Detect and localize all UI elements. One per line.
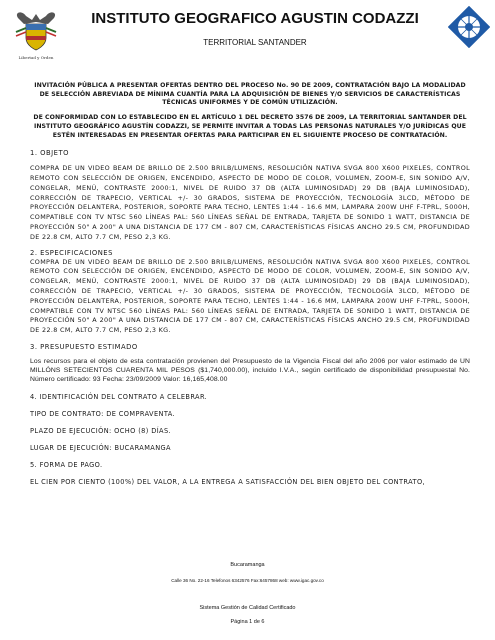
section-identificacion-heading: 4. IDENTIFICACIÓN DEL CONTRATO A CELEBRAR. [30, 392, 208, 401]
coat-of-arms-logo [12, 8, 60, 64]
forma-pago-text: EL CIEN POR CIENTO (100%) DEL VALOR, A LA ENTREGA A SATISFACCIÓN DEL BIEN OBJETO DEL CONTRATO, [30, 477, 426, 486]
section-presupuesto-heading: 3. PRESUPUESTO ESTIMADO [30, 342, 138, 351]
legal-basis-paragraph: DE CONFORMIDAD CON LO ESTABLECIDO EN EL ARTÍCULO 1 DEL DECRETO 3576 DE 2009, LA TERRITORIAL SANTANDER DEL INSTITUTO GEOGRÁFICO AGUSTÍN CODAZZI, SE PERMITE INVITAR A TODAS LAS PERSONAS NATURALES Y/O JURÍDICAS QUE ESTÉN INTERESADAS EN PRESENTAR OFERTAS PARA PARTICIPAR EN EL SIGUIENTE PROCESO DE CONTRATACIÓN. [33, 114, 467, 139]
section-objeto-text: COMPRA DE UN VIDEO BEAM DE BRILLO DE 2.500 BRILB/LUMENS, RESOLUCIÓN NATIVA SVGA 800 X600 PIXELES, CONTROL REMOTO CON SELECCIÓN DE ORIGEN, ENCENDIDO, ASPECTO DE MODO DE COLOR, VOLUMEN, ZOOM-E, SIN SONIDO A/V, CONGELAR, MENÚ, CONTRASTE 2000:1, NIVEL DE RUIDO 37 DB (ALTA LUMINOSIDAD) 29 DB (BAJA LUMINOSIDAD), CORRECCIÓN DE TRAPECIO, VERTICAL +/- 30 GRADOS, SISTEMA DE PROYECCIÓN, TECNOLOGÍA 3LCD, MÉTODO DE PROYECCIÓN DELANTERA, POSTERIOR, SOPORTE PARA TECHO, LENTES 1:44 - 16.6 MM, LAMPARA 200W UHF F-TPRL, 5000H, COMPATIBLE CON TV NTSC 560 LÍNEAS PAL: 560 LÍNEAS SEÑAL DE ENTRADA, TARJETA DE SONIDO 1 WATT, DISTANCIA DE PROYECCIÓN 50" A 200" A UNA DISTANCIA DE 177 CM - 807 CM, CARACTERÍSTICAS FÍSICAS ANCHO 29.5 CM, PROFUNDIDAD DE 22.8 CM, ALTO 7.7 CM, PESO 2,3 KG. [30, 164, 470, 241]
plazo-ejecucion: PLAZO DE EJECUCIÓN: OCHO (8) DÍAS. [30, 426, 172, 435]
footer-page-number: Página 1 de 6 [230, 619, 265, 625]
institution-title: INSTITUTO GEOGRAFICO AGUSTIN CODAZZI [91, 10, 419, 27]
igac-logo [448, 6, 490, 48]
section-objeto-heading: 1. OBJETO [30, 149, 69, 158]
invitation-paragraph: INVITACIÓN PÚBLICA A PRESENTAR OFERTAS DENTRO DEL PROCESO No. 90 DE 2009, CONTRATACIÓN BAJO LA MODALIDAD DE SELECCIÓN ABREVIADA DE MÍNIMA CUANTÍA PARA LA ADQUISICIÓN DE BIENES Y/O SERVICIOS DE CARACTERÍSTICAS TÉCNICAS UNIFORMES Y DE COMÚN UTILIZACIÓN. [34, 82, 466, 107]
lugar-ejecucion: LUGAR DE EJECUCIÓN: BUCARAMANGA [30, 443, 171, 452]
section-forma-pago-heading: 5. FORMA DE PAGO. [30, 460, 103, 469]
footer-quality-system: Sistema Gestión de Calidad Certificado [199, 605, 296, 611]
colombia-coat-of-arms-icon [12, 8, 60, 54]
coat-of-arms-motto: Libertad y Orden [18, 55, 54, 60]
footer-city: Bucaramanga [230, 562, 265, 568]
footer-address: Calle 36 No. 22-16 Telefonos 6342576 Fax:6457868 web: www.igac.gov.co [171, 578, 324, 583]
igac-emblem-icon [448, 6, 490, 48]
document-body [30, 82, 470, 486]
territorial-subtitle: TERRITORIAL SANTANDER [203, 38, 307, 47]
section-especificaciones-text: COMPRA DE UN VIDEO BEAM DE BRILLO DE 2.500 BRILB/LUMENS, RESOLUCIÓN NATIVA SVGA 800 X600 PIXELES, CONTROL REMOTO CON SELECCIÓN DE ORIGEN, ENCENDIDO, ASPECTO DE MODO DE COLOR, VOLUMEN, ZOOM-E, SIN SONIDO A/V, CONGELAR, MENÚ, CONTRASTE 2000:1, NIVEL DE RUIDO 37 DB (ALTA LUMINOSIDAD) 29 DB (BAJA LUMINOSIDAD), CORRECCIÓN DE TRAPECIO, VERTICAL +/- 30 GRADOS, SISTEMA DE PROYECCIÓN, TECNOLOGÍA 3LCD, MÉTODO DE PROYECCIÓN DELANTERA, POSTERIOR, SOPORTE PARA TECHO, LENTES 1:44 - 16.6 MM, LAMPARA 200W UHF F-TPRL, 5000H, COMPATIBLE CON TV NTSC 560 LÍNEAS PAL: 560 LÍNEAS SEÑAL DE ENTRADA, TARJETA DE SONIDO 1 WATT, DISTANCIA DE PROYECCIÓN 50" A 200" A UNA DISTANCIA DE 177 CM - 807 CM, CARACTERÍSTICAS FÍSICAS ANCHO 29.5 CM, PROFUNDIDAD DE 22.8 CM, ALTO 7.7 CM, PESO 2,3 KG. [30, 257, 470, 335]
tipo-contrato: TIPO DE CONTRATO: DE COMPRAVENTA. [30, 409, 176, 418]
section-especificaciones-heading: 2. ESPECIFICACIONES [30, 248, 113, 257]
section-presupuesto-text: Los recursos para el objeto de esta contratación provienen del Presupuesto de la Vigencia Fiscal del año 2006 por valor estimado de UN MILLÓNS SETECIENTOS CUARENTA MIL PESOS ($1,740,000.00), incluido I.V.A., según certificado de disponibilidad presupuestal No. Número certificado: 93 Fecha: 23/09/2009 Valor: 16,165,408.00 [30, 357, 470, 384]
